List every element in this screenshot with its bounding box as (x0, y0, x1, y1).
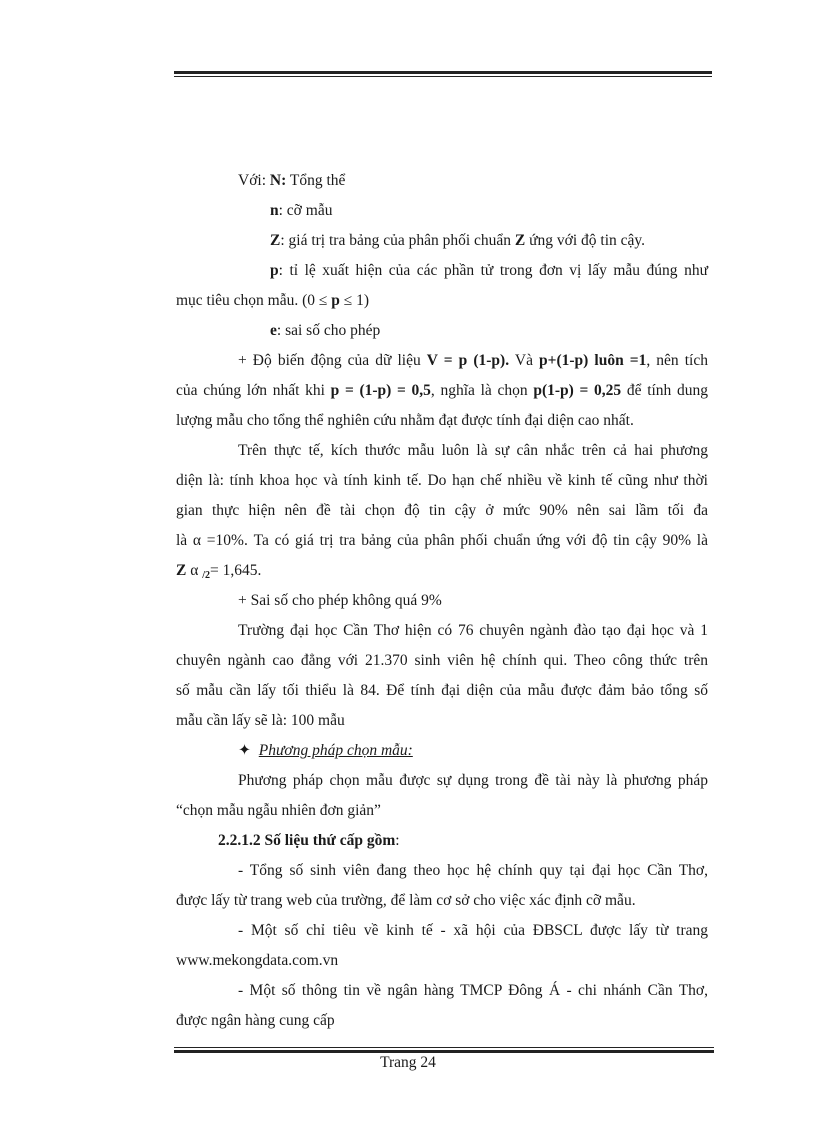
line-5: mục tiêu chọn mẫu. (0 ≤ p ≤ 1) (176, 292, 370, 309)
line-14: Z α $_{/2}$= 1,645. (176, 562, 262, 581)
subheading-sampling-method: ✦ Phương pháp chọn mẫu: (238, 742, 413, 759)
line-25: được lấy từ trang web của trường, để làm cơ sở cho việc xác định cỡ mẫu. (176, 892, 636, 909)
line-12: gian thực hiện nên đề tài chọn độ tin cậy ở mức 90% nên sai lầm tối đa (176, 502, 708, 519)
line-6: e: sai số cho phép (270, 322, 381, 339)
line-1: Với: N: Tổng thể (238, 172, 346, 189)
section-heading-2-2-1-2: 2.2.1.2 Số liệu thứ cấp gồm: (218, 832, 400, 849)
line-16: Trường đại học Cần Thơ hiện có 76 chuyên ngành đào tạo đại học và 1 (238, 622, 708, 639)
line-15: + Sai số cho phép không quá 9% (238, 592, 442, 609)
line-10: Trên thực tế, kích thước mẫu luôn là sự cân nhắc trên cả hai phương (238, 442, 708, 459)
line-2: n: cỡ mẫu (270, 202, 333, 219)
line-24: - Tổng số sinh viên đang theo học hệ chính quy tại đại học Cần Thơ, (238, 862, 708, 879)
line-17: chuyên ngành cao đẳng với 21.370 sinh viên hệ chính qui. Theo công thức trên (176, 652, 708, 669)
page-body (176, 166, 708, 1036)
line-28: - Một số thông tin về ngân hàng TMCP Đông Á - chi nhánh Cần Thơ, (238, 982, 708, 999)
page-number: Trang 24 (380, 1054, 436, 1071)
line-27: www.mekongdata.com.vn (176, 952, 339, 969)
line-8: của chúng lớn nhất khi p = (1-p) = 0,5, nghĩa là chọn p(1-p) = 0,25 để tính dung (176, 382, 709, 399)
line-29: được ngân hàng cung cấp (176, 1012, 335, 1029)
line-19: mẫu cần lấy sẽ là: 100 mẫu (176, 712, 345, 729)
line-18: số mẫu cần lấy tối thiểu là 84. Để tính đại diện của mẫu được đảm bảo tổng số (176, 682, 708, 699)
line-7: + Độ biến động của dữ liệu V = p (1-p). Và p+(1-p) luôn =1, nên tích (238, 352, 708, 369)
four-point-star-icon: ✦ (238, 742, 251, 759)
line-11: diện là: tính khoa học và tính kinh tế. Do hạn chế nhiều về kinh tế cũng như thời (176, 472, 708, 489)
line-9: lượng mẫu cho tổng thể nghiên cứu nhằm đạt được tính đại diện cao nhất. (176, 412, 634, 429)
footer-rule (174, 1047, 714, 1053)
line-3: Z: giá trị tra bảng của phân phối chuẩn Z ứng với độ tin cậy. (270, 232, 646, 249)
line-21: Phương pháp chọn mẫu được sự dụng trong đề tài này là phương pháp (238, 772, 708, 789)
line-13: là α =10%. Ta có giá trị tra bảng của phân phối chuẩn ứng với độ tin cậy 90% là (176, 532, 708, 549)
line-4: p: tỉ lệ xuất hiện của các phần tử trong đơn vị lấy mẫu đúng như (270, 262, 708, 279)
line-22: “chọn mẫu ngẫu nhiên đơn giản” (176, 802, 381, 819)
line-26: - Một số chỉ tiêu về kinh tế - xã hội của ĐBSCL được lấy từ trang (238, 922, 708, 939)
header-rule (174, 71, 712, 77)
